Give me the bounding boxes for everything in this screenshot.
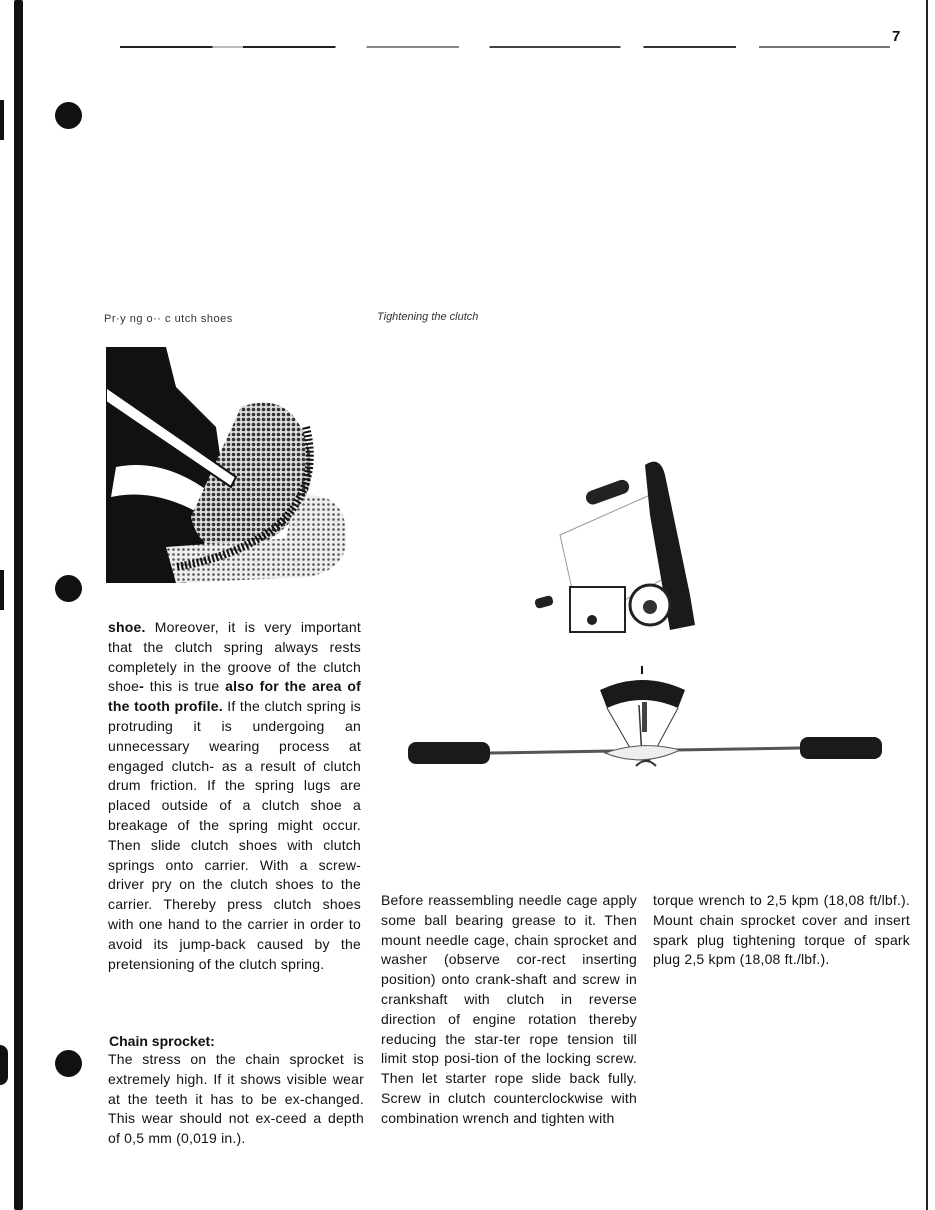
bold-lead: shoe. — [108, 619, 146, 635]
section-heading-chain-sprocket: Chain sprocket: — [109, 1033, 215, 1049]
binder-edge — [14, 0, 23, 1210]
paragraph-chain-sprocket: The stress on the chain sprocket is extremely high. If it shows visible wear at the teeth it has to be ex-changed. This wear should not ex-ceed a depth of 0,5 mm (0,019 in.). — [108, 1051, 364, 1147]
bold-dash: - — [139, 678, 145, 695]
torque-wrench-illustration — [400, 660, 885, 775]
bold-emphasis: also for the area of the tooth profile. — [108, 678, 361, 715]
paragraph-text: this is true — [144, 678, 226, 695]
figure-caption-prying: Pr·y ng o·· c utch shoes — [104, 313, 233, 325]
text-column-3: torque wrench to 2,5 kpm (18,08 ft/lbf.). Mount chain sprocket cover and insert spark plug tightening torque of spark plug 2,5 kpm (18,08 ft./lbf.). — [653, 892, 910, 968]
text-column-1 — [108, 618, 361, 974]
punch-hole-icon — [55, 102, 82, 129]
paragraph-text: Moreover, it is very important that the clutch spring always rests completely in the groove of the clutch shoe — [108, 619, 361, 695]
header-rule — [120, 46, 890, 48]
figure-caption-tightening: Tightening the clutch — [377, 311, 479, 323]
punch-hole-icon — [55, 1050, 82, 1077]
photo-torque-wrench — [400, 660, 885, 775]
photo-chainsaw — [530, 455, 720, 635]
clutch-photo-illustration — [106, 347, 346, 583]
page-number: 7 — [892, 28, 901, 45]
scan-edge-mark — [0, 570, 4, 610]
photo-prying-clutch-shoes — [106, 347, 346, 583]
chainsaw-illustration — [530, 455, 720, 635]
text-column-2: Before reassembling needle cage apply some ball bearing grease to it. Then mount needle cage, chain sprocket and washer (observe cor-rect inserting position) onto crank-shaft and screw in crankshaft with clutch in reverse direction of engine rotation thereby reducing the star-ter rope tension till limit stop posi-tion of the locking screw. Then let starter rope slide back fully. Screw in clutch counterclockwise with combination wrench and tighten with — [381, 892, 637, 1126]
scan-edge-mark — [0, 1045, 8, 1085]
punch-hole-icon — [55, 575, 82, 602]
page-right-edge — [926, 0, 928, 1210]
paragraph-text: If the clutch spring is protruding it is undergoing an unnecessary wearing process at engaged clutch- as a result of clutch drum friction. If the spring lugs are placed outside of a clutch shoe a breakage of the spring might occur. Then slide clutch shoes with clutch springs onto carrier. With a screw-driver pry on the clutch shoes to the carrier. Thereby press clutch shoes with one hand to the carrier in order to avoid its jump-back caused by the pretensioning of the clutch spring. — [108, 698, 361, 972]
scan-edge-mark — [0, 100, 4, 140]
